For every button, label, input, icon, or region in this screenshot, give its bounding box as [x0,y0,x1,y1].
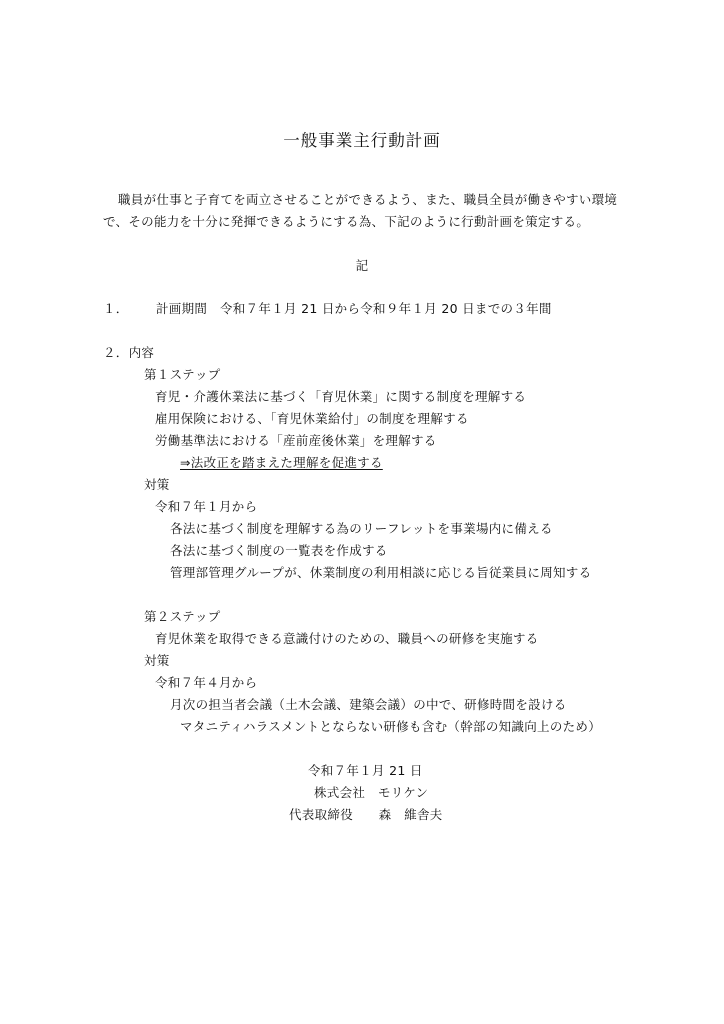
section-2-heading: ２．内容 [103,345,155,360]
underlined-text: ⇒法改正を踏まえた理解を促進する [180,455,383,470]
document-title: 一般事業主行動計画 [283,131,441,150]
footer-company: 株式会社 モリケン [314,785,429,800]
step-1-measure: 各法に基づく制度の一覧表を作成する [170,543,388,558]
step-1-measures-date: 令和７年１月から [155,499,258,514]
section-1-number: １． [103,301,129,316]
step-1-arrow-item [180,455,383,471]
step-1-item: 労働基準法における「産前産後休業」を理解する [155,433,437,448]
step-2-measures-date: 令和７年４月から [155,675,258,690]
step-1-item: 雇用保険における、「育児休業給付」の制度を理解する [155,411,469,426]
intro-line-2: で、その能力を十分に発揮できるようにする為、下記のように行動計画を策定する。 [103,214,590,229]
step-2-item: 育児休業を取得できる意識付けのための、職員への研修を実施する [155,631,539,646]
step-1-item: 育児・介護休業法に基づく「育児休業」に関する制度を理解する [155,389,527,404]
step-2-measures-label: 対策 [144,653,170,668]
intro-line-1: 職員が仕事と子育てを両立させることができるよう、また、職員全員が働きやすい環境 [118,192,618,207]
plan-period-text: 計画期間 令和７年１月 21 日から令和９年１月 20 日までの３年間 [156,301,552,316]
footer-date: 令和７年１月 21 日 [308,763,423,778]
footer-representative: 代表取締役 森 維舎夫 [289,807,443,822]
ki-heading: 記 [355,258,369,273]
step-1-measure: 各法に基づく制度を理解する為のリーフレットを事業場内に備える [170,521,553,536]
step-2-measure: 月次の担当者会議（土木会議、建築会議）の中で、研修時間を設ける [170,697,567,712]
step-1-measures-label: 対策 [144,477,170,492]
step-1-measure: 管理部管理グループが、休業制度の利用相談に応じる旨従業員に周知する [170,565,592,580]
step-2-title: 第２ステップ [144,609,221,624]
step-1-title: 第１ステップ [144,367,221,382]
step-2-sub-measure: マタニティハラスメントとならない研修も含む（幹部の知識向上のため） [180,719,602,734]
